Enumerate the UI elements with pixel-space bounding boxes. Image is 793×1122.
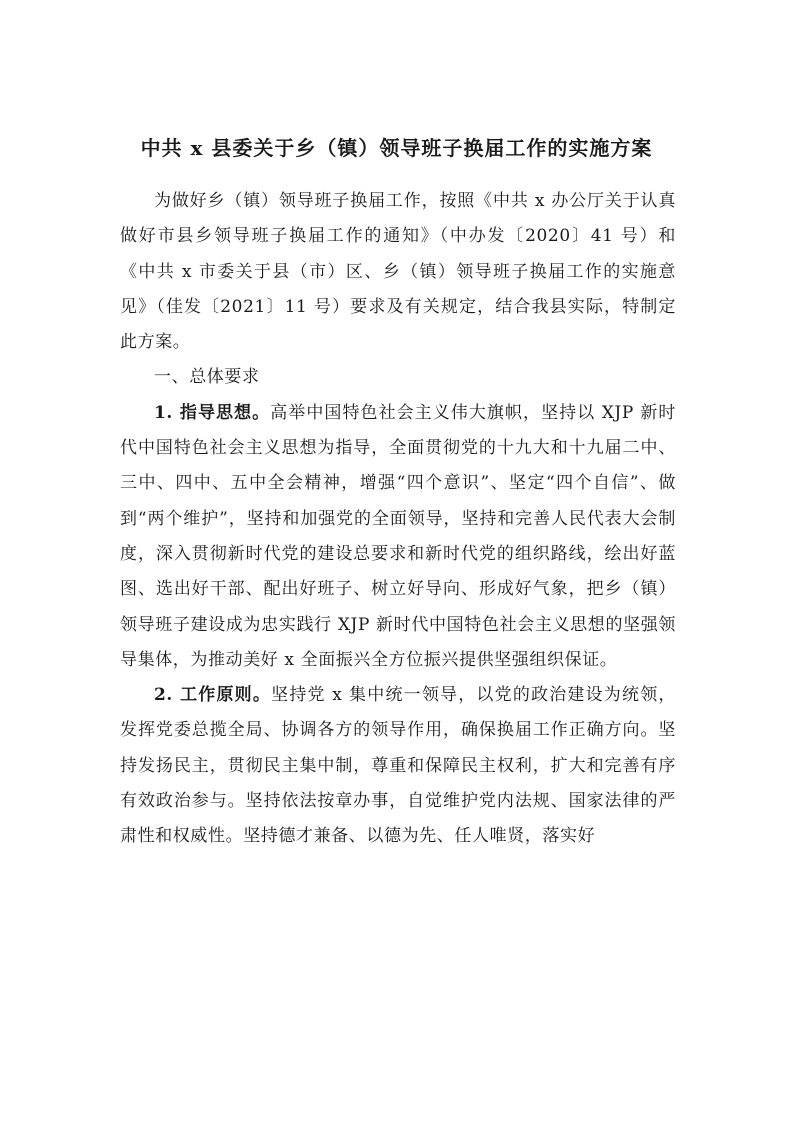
intro-paragraph: 为做好乡（镇）领导班子换届工作，按照《中共 x 办公厅关于认真做好市县乡领导班子换届工作的通知》（中办发〔2020〕41 号）和《中共 x 市委关于县（市）区、乡（镇）领导班子换届工作的实施意见》（佳发〔2021〕11 号）要求及有关规定，结合我县实际，特制定此方案。 <box>120 191 676 353</box>
paragraph-lead: 1. 指导思想。 <box>154 402 271 423</box>
paragraph-text: 高举中国特色社会主义伟大旗帜，坚持以 XJP 新时代中国特色社会主义思想为指导，全面贯彻党的十九大和十九届二中、三中、四中、五中全会精神，增强“四个意识”、坚定“四个自信”、做到“两个维护”，坚持和加强党的全面领导，坚持和完善人民代表大会制度，深入贯彻新时代党的建设总要求和新时代党的组织路线，绘出好蓝图、选出好干部、配出好班子、树立好导向、形成好气象，把乡（镇）领导班子建设成为忠实践行 XJP 新时代中国特色社会主义思想的坚强领导集体，为推动美好 x 全面振兴全方位振兴提供坚强组织保证。 <box>120 402 676 670</box>
paragraph-text: 坚持党 x 集中统一领导，以党的政治建设为统领，发挥党委总揽全局、协调各方的领导作用，确保换届工作正确方向。坚持发扬民主，贯彻民主集中制，尊重和保障民主权利，扩大和完善有序有效政治参与。坚持依法按章办事，自觉维护党内法规、国家法律的严肃性和权威性。坚持德才兼备、以德为先、任人唯贤，落实好 <box>120 685 677 847</box>
guiding-ideology-paragraph <box>120 396 676 678</box>
paragraph-lead: 2. 工作原则。 <box>154 685 272 706</box>
section-heading: 一、总体要求 <box>154 367 260 388</box>
document-body <box>120 184 676 855</box>
working-principles-paragraph <box>120 678 676 854</box>
document-title: 中共 x 县委关于乡（镇）领导班子换届工作的实施方案 <box>140 136 653 160</box>
